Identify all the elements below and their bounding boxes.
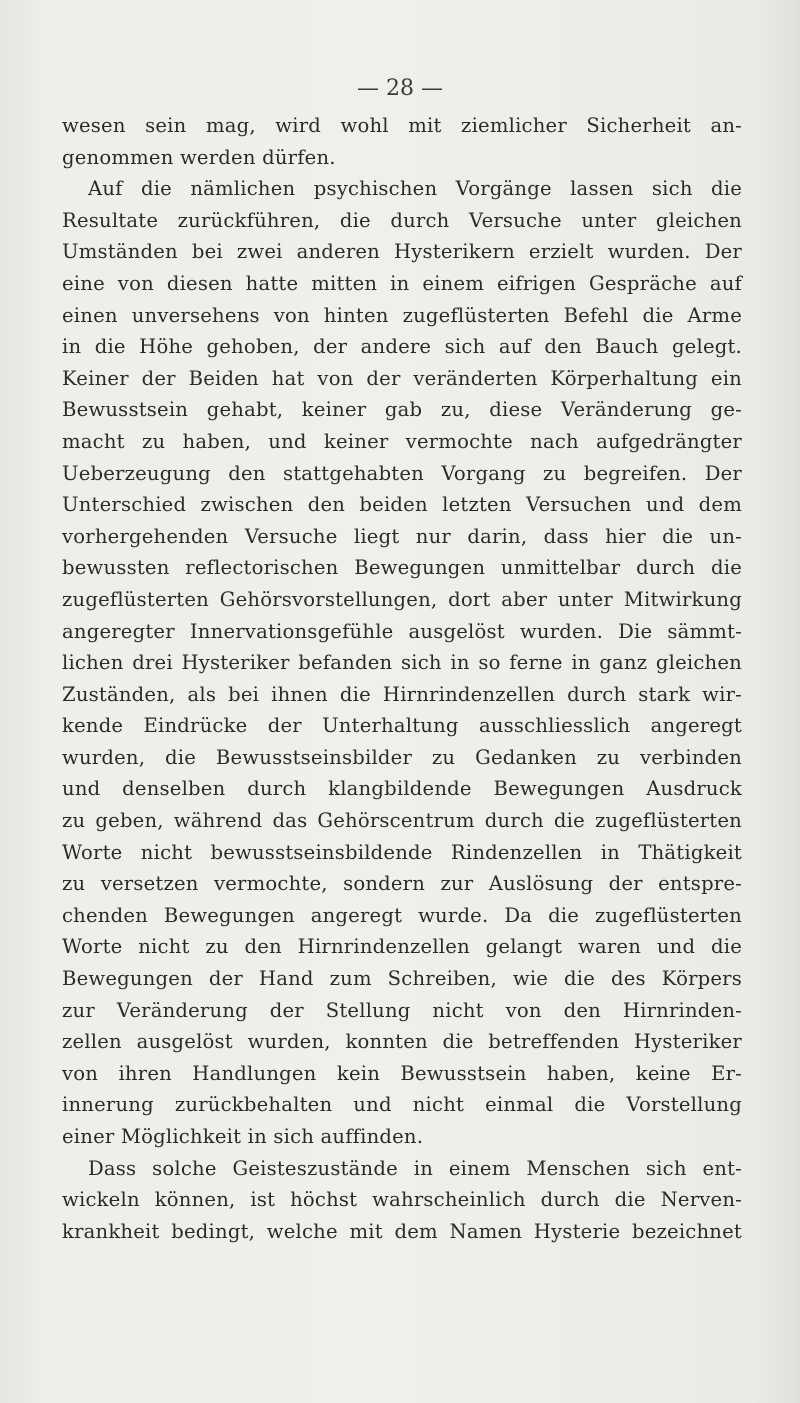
text-line: Umständen bei zwei anderen Hysterikern erzielt wurden. Der xyxy=(62,240,742,264)
text-line: innerung zurückbehalten und nicht einmal die Vorstellung xyxy=(62,1093,742,1117)
text-line: lichen drei Hysteriker befanden sich in so ferne in ganz gleichen xyxy=(62,651,742,675)
text-line: vorhergehenden Versuche liegt nur darin, dass hier die un- xyxy=(62,524,742,548)
text-line: Keiner der Beiden hat von der veränderten Körperhaltung ein xyxy=(62,366,742,390)
text-line: zu geben, während das Gehörscentrum durch die zugeflüsterten xyxy=(62,809,742,833)
page-number: — 28 — xyxy=(357,76,443,101)
text-line: Bewegungen der Hand zum Schreiben, wie die des Körpers xyxy=(62,967,742,991)
text-line: einer Möglichkeit in sich auffinden. xyxy=(62,1125,424,1148)
text-line: Worte nicht bewusstseinsbildende Rindenzellen in Thätigkeit xyxy=(62,840,742,864)
text-line: krankheit bedingt, welche mit dem Namen Hysterie bezeichnet xyxy=(62,1219,742,1243)
text-line: Zuständen, als bei ihnen die Hirnrindenzellen durch stark wir- xyxy=(62,682,742,706)
text-line: chenden Bewegungen angeregt wurde. Da die zugeflüsterten xyxy=(62,903,742,927)
text-line: macht zu haben, und keiner vermochte nach aufgedrängter xyxy=(62,429,742,453)
text-line: Worte nicht zu den Hirnrindenzellen gelangt waren und die xyxy=(62,935,742,959)
text-line: eine von diesen hatte mitten in einem eifrigen Gespräche auf xyxy=(62,271,742,295)
text-line: genommen werden dürfen. xyxy=(62,145,336,169)
text-line: Auf die nämlichen psychischen Vorgänge lassen sich die xyxy=(88,177,742,201)
text-line: wickeln können, ist höchst wahrscheinlich durch die Nerven- xyxy=(62,1188,742,1212)
text-line: einen unversehens von hinten zugeflüsterten Befehl die Arme xyxy=(62,303,742,327)
text-line: zellen ausgelöst wurden, konnten die betreffenden Hysteriker xyxy=(62,1030,742,1054)
text-line: Dass solche Geisteszustände in einem Menschen sich ent- xyxy=(88,1156,742,1180)
text-line: Resultate zurückführen, die durch Versuche unter gleichen xyxy=(62,208,742,232)
text-line: zur Veränderung der Stellung nicht von den Hirnrinden- xyxy=(62,998,742,1022)
text-line: kende Eindrücke der Unterhaltung ausschliesslich angeregt xyxy=(62,714,742,738)
text-line: und denselben durch klangbildende Bewegungen Ausdruck xyxy=(62,777,742,801)
text-line: zu versetzen vermochte, sondern zur Auslösung der entspre- xyxy=(62,872,742,896)
text-line: von ihren Handlungen kein Bewusstsein haben, keine Er- xyxy=(62,1061,742,1085)
text-line: wurden, die Bewusstseinsbilder zu Gedanken zu verbinden xyxy=(62,745,742,769)
text-line: zugeflüsterten Gehörsvorstellungen, dort aber unter Mitwirkung xyxy=(62,587,742,611)
text-line: Ueberzeugung den stattgehabten Vorgang zu begreifen. Der xyxy=(62,461,742,485)
text-line: angeregter Innervationsgefühle ausgelöst wurden. Die sämmt- xyxy=(62,619,742,643)
text-line: Bewusstsein gehabt, keiner gab zu, diese Veränderung ge- xyxy=(62,398,742,422)
text-line: bewussten reflectorischen Bewegungen unmittelbar durch die xyxy=(62,556,742,580)
text-line: Unterschied zwischen den beiden letzten Versuchen und dem xyxy=(62,493,742,517)
text-line: in die Höhe gehoben, der andere sich auf den Bauch gelegt. xyxy=(62,335,742,359)
text-line: wesen sein mag, wird wohl mit ziemlicher Sicherheit an- xyxy=(62,114,742,137)
body-text xyxy=(62,110,742,1247)
